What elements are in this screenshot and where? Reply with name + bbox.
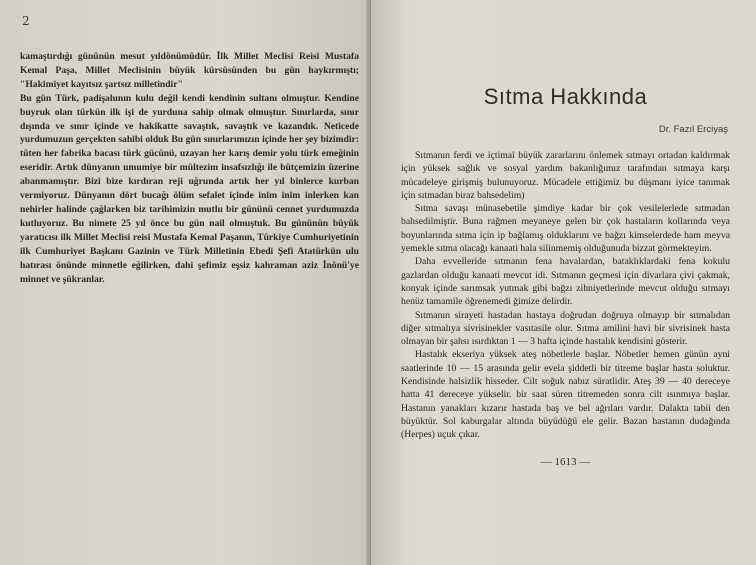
right-paragraph: Sıtmanın ferdi ve içtimaî büyük zararlarını önlemek sıtmayı ortadan kaldırmak için yüksek sağlık ve sosyal yardım bakanlığımız tarafından sıtmaya karşı mücadeleye girişmiş bulunuyoruz. Mücadele ettiğimiz bu düşmanı iyice tanımak için sıtmadan biraz bahsedelim) bbox=[401, 150, 730, 201]
right-paragraph: Hastalık ekseriya yüksek ateş nöbetlerle başlar. Nöbetler hemen günün ayni saatlerinde 10 — 15 arasında gelir evela şiddetli bir titreme başlar hasta soluktur. Kendisinde halsizlik hisseder. Cilt soğuk nabız süratlidir. Ateş 39 — 40 dereceye hatta 41 dereceye yükselir. bir saat süren titremeden sonra cilt ısınmıya başlar. Hastanın yanakları kızarır hastada baş ve bel ağrıları vardır. Dalakta tabii den büyüktür. Sol kaburgalar altında büyüdüğü ele gelir. Bazan hastanın dudağında (Herpes) uçuk çıkar. bbox=[401, 349, 730, 441]
article-title: Sıtma Hakkında bbox=[483, 84, 648, 109]
right-page bbox=[371, 0, 756, 565]
right-paragraph: Daha evvelleride sıtmanın fena havalardan, bataklıklardaki fena kokulu gazlardan olduğu kanaati mevcut idi. Sıtmanın geçmesi için divarlara çivi çakmak, konyak içinde sarımsak yutmak gibi bağzı zihniyetlerinde mevcut olduğu sıtmayı henüz tamamile öğrenemedi ğimize delirdir. bbox=[401, 256, 730, 308]
right-page-body bbox=[401, 149, 730, 442]
folio-page-number: — 1613 — bbox=[540, 455, 591, 468]
left-paragraph: Bu gün Türk, padişahının kulu değil kendi kendinin sultanı olmuştur. Kendine buyruk olan türkün ilk işi de yurduna sahip olmak olmuştur. Sınırlarda, sınır dışında ve sınır içinde ve hakikatte savaştık, savaştık ve kazandık. Neticede yurdumuzun gerçekten sahibi olduk Bu gün sınırlarımızın içinde her şey bizimdir: tüten her fabrika bacası türk gücünü, uzayan her karış demir yolu türk emeğinin eseridir. Artık dünyanın umumiye bir mültezim insafsızlığı ile bütçemizin üzerine abanmamıştır. Bizi bize kırdıran reji uğrunda artık her yıl binlerce kurban vermiyoruz. Dünyanın dört bucağı ölüm sefalet içinde inim inim inlerken kan nehirler halinde çağlarken biz tarihimizin mutlu bir gününü cennet yurdumuzda kutluyoruz. Bu nimete 25 yıl önce bu gün nail olmuştuk. Bu gününün büyük yaratıcısı ilk Millet Meclisi reisi Mustafa Kemal Paşanın, Türkiye Cumhuriyetinin ilk Cumhuriyet Başkanı Gazinin ve Türk Milletinin Ebedi Şefi Atatürkün ulu hatırası önünde minnetle eğilirken, dahi şefimiz eşsiz kahraman aziz İnönü'ye minnet ve şükranlar. bbox=[20, 92, 359, 285]
left-paragraph: kamaştırdığı gününün mesut yıldönümüdür. İlk Millet Meclisi Reisi Mustafa Kemal Paşa, Millet Meclisinin büyük kürsüsünden bu gün haykırmıştı; "Hakimiyet kayıtsız şartsız milletindir" bbox=[20, 51, 359, 90]
right-paragraph: Sıtmanın sirayeti hastadan hastaya doğrudan doğruya olmayıp bir sıtmalıdan diğer sıtmalıya sivrisinekler vasıtasile olur. Sıtma amilini havi bir sivrisinek hasta olmayan bir şahsı ısırdıktan 1 — 3 hafta içinde hastalık kendisini gösterir. bbox=[401, 309, 730, 348]
right-paragraph: Sıtma savaşı münasebetile şimdiye kadar bir çok vesilelerlede sıtmadan bahsedilmiştir. Buna rağmen meyaneye gelen bir çok hastaların kollarında veya boyunlarında sıtma için ip bağlamış olduklarını ve bağzı kimselerdede ham meyva yemekle sıtma olacağı kanaati hala silinmemiş olduğunuda bizzat görmekteyim. bbox=[401, 203, 730, 255]
left-page bbox=[0, 0, 371, 565]
article-author: Dr. Fazıl Erciyaş bbox=[658, 124, 728, 135]
page-number: 2 bbox=[22, 14, 30, 28]
left-page-body bbox=[20, 50, 359, 286]
